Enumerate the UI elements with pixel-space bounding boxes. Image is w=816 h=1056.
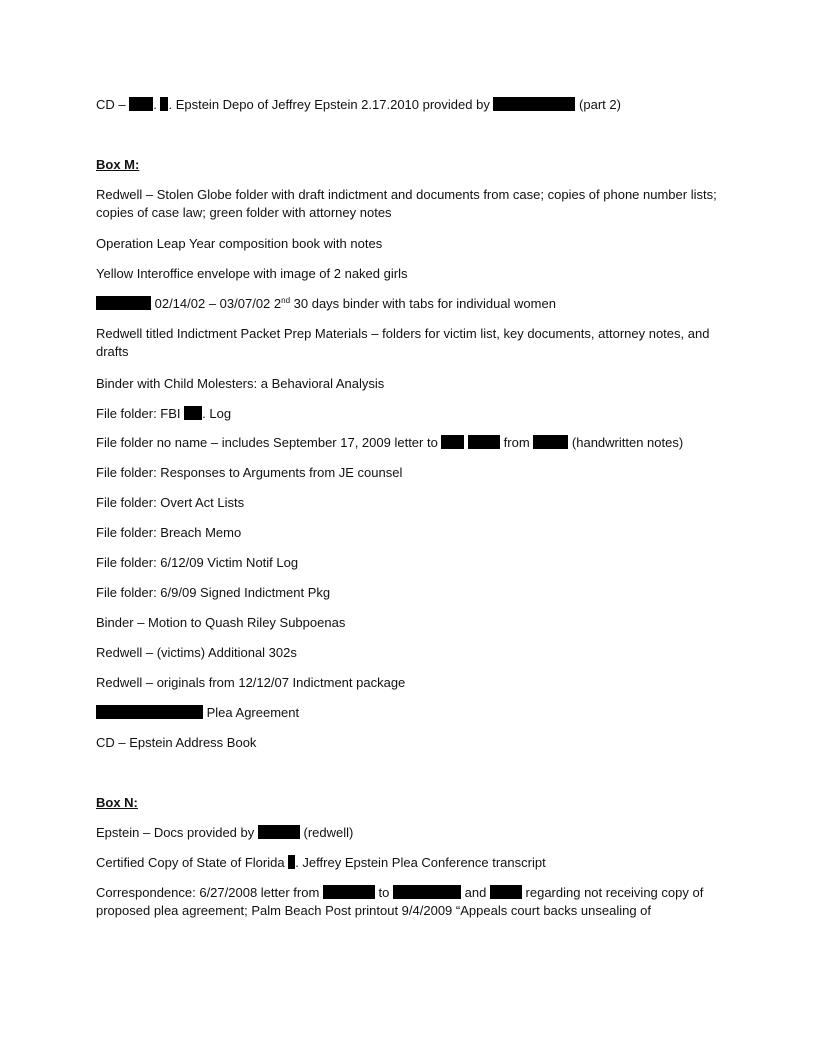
list-item [96,434,683,452]
list-item: Yellow Interoffice envelope with image of 2 naked girls [96,266,408,281]
list-item [96,824,353,842]
text: . [153,97,161,112]
redaction [323,885,375,899]
redaction [493,97,575,111]
text: and [461,885,490,900]
text: (handwritten notes) [568,435,684,450]
redaction [96,296,151,310]
redaction [184,406,202,420]
superscript: nd [281,296,291,305]
text: File folder no name – includes September 17, 2009 letter to [96,435,442,450]
list-item: File folder: 6/9/09 Signed Indictment Pkg [96,585,331,600]
redaction [468,435,500,449]
redaction [490,885,522,899]
text: regarding not receiving copy of proposed plea agreement; Palm Beach Post printout 9/4/2009 “Appeals court backs unsealing of [96,885,704,918]
text: File folder: FBI [96,406,185,421]
list-item: File folder: Breach Memo [96,525,242,540]
text: CD – [96,97,130,112]
text: . Jeffrey Epstein Plea Conference transcript [295,855,546,870]
list-item [96,884,724,920]
text: Certified Copy of State of Florida [96,855,289,870]
list-item: Binder – Motion to Quash Riley Subpoenas [96,615,346,630]
list-item: Redwell – Stolen Globe folder with draft indictment and documents from case; copies of phone number lists; copies of case law; green folder with attorney notes [96,187,717,220]
list-item [96,704,299,722]
box-m-heading: Box M: [96,157,140,172]
list-item [96,295,556,313]
list-item: Redwell – originals from 12/12/07 Indictment package [96,675,406,690]
redaction [96,705,203,719]
text: 30 days binder with tabs for individual women [290,296,556,311]
redaction [258,825,300,839]
list-item: File folder: Overt Act Lists [96,495,245,510]
text: (redwell) [299,825,354,840]
text: (part 2) [575,97,621,112]
text: 02/14/02 – 03/07/02 2 [151,296,282,311]
text: Correspondence: 6/27/2008 letter from [96,885,323,900]
list-item: Operation Leap Year composition book with notes [96,236,383,251]
text: . Log [202,406,232,421]
list-item [96,854,546,872]
text: Epstein – Docs provided by [96,825,258,840]
text: from [500,435,534,450]
text: . Epstein Depo of Jeffrey Epstein 2.17.2010 provided by [168,97,494,112]
redaction [129,97,153,111]
list-item: Binder with Child Molesters: a Behavioral Analysis [96,376,385,391]
list-item: File folder: 6/12/09 Victim Notif Log [96,555,299,570]
redaction [393,885,461,899]
text: Plea Agreement [203,705,300,720]
list-item [96,405,231,423]
box-n-heading: Box N: [96,795,138,810]
redaction [441,435,464,449]
list-item: File folder: Responses to Arguments from JE counsel [96,465,403,480]
list-item: Redwell – (victims) Additional 302s [96,645,297,660]
redaction [533,435,568,449]
text: to [374,885,393,900]
cd-depo-line [96,96,621,114]
list-item: Redwell titled Indictment Packet Prep Materials – folders for victim list, key documents, attorney notes, and drafts [96,326,710,359]
list-item: CD – Epstein Address Book [96,735,257,750]
